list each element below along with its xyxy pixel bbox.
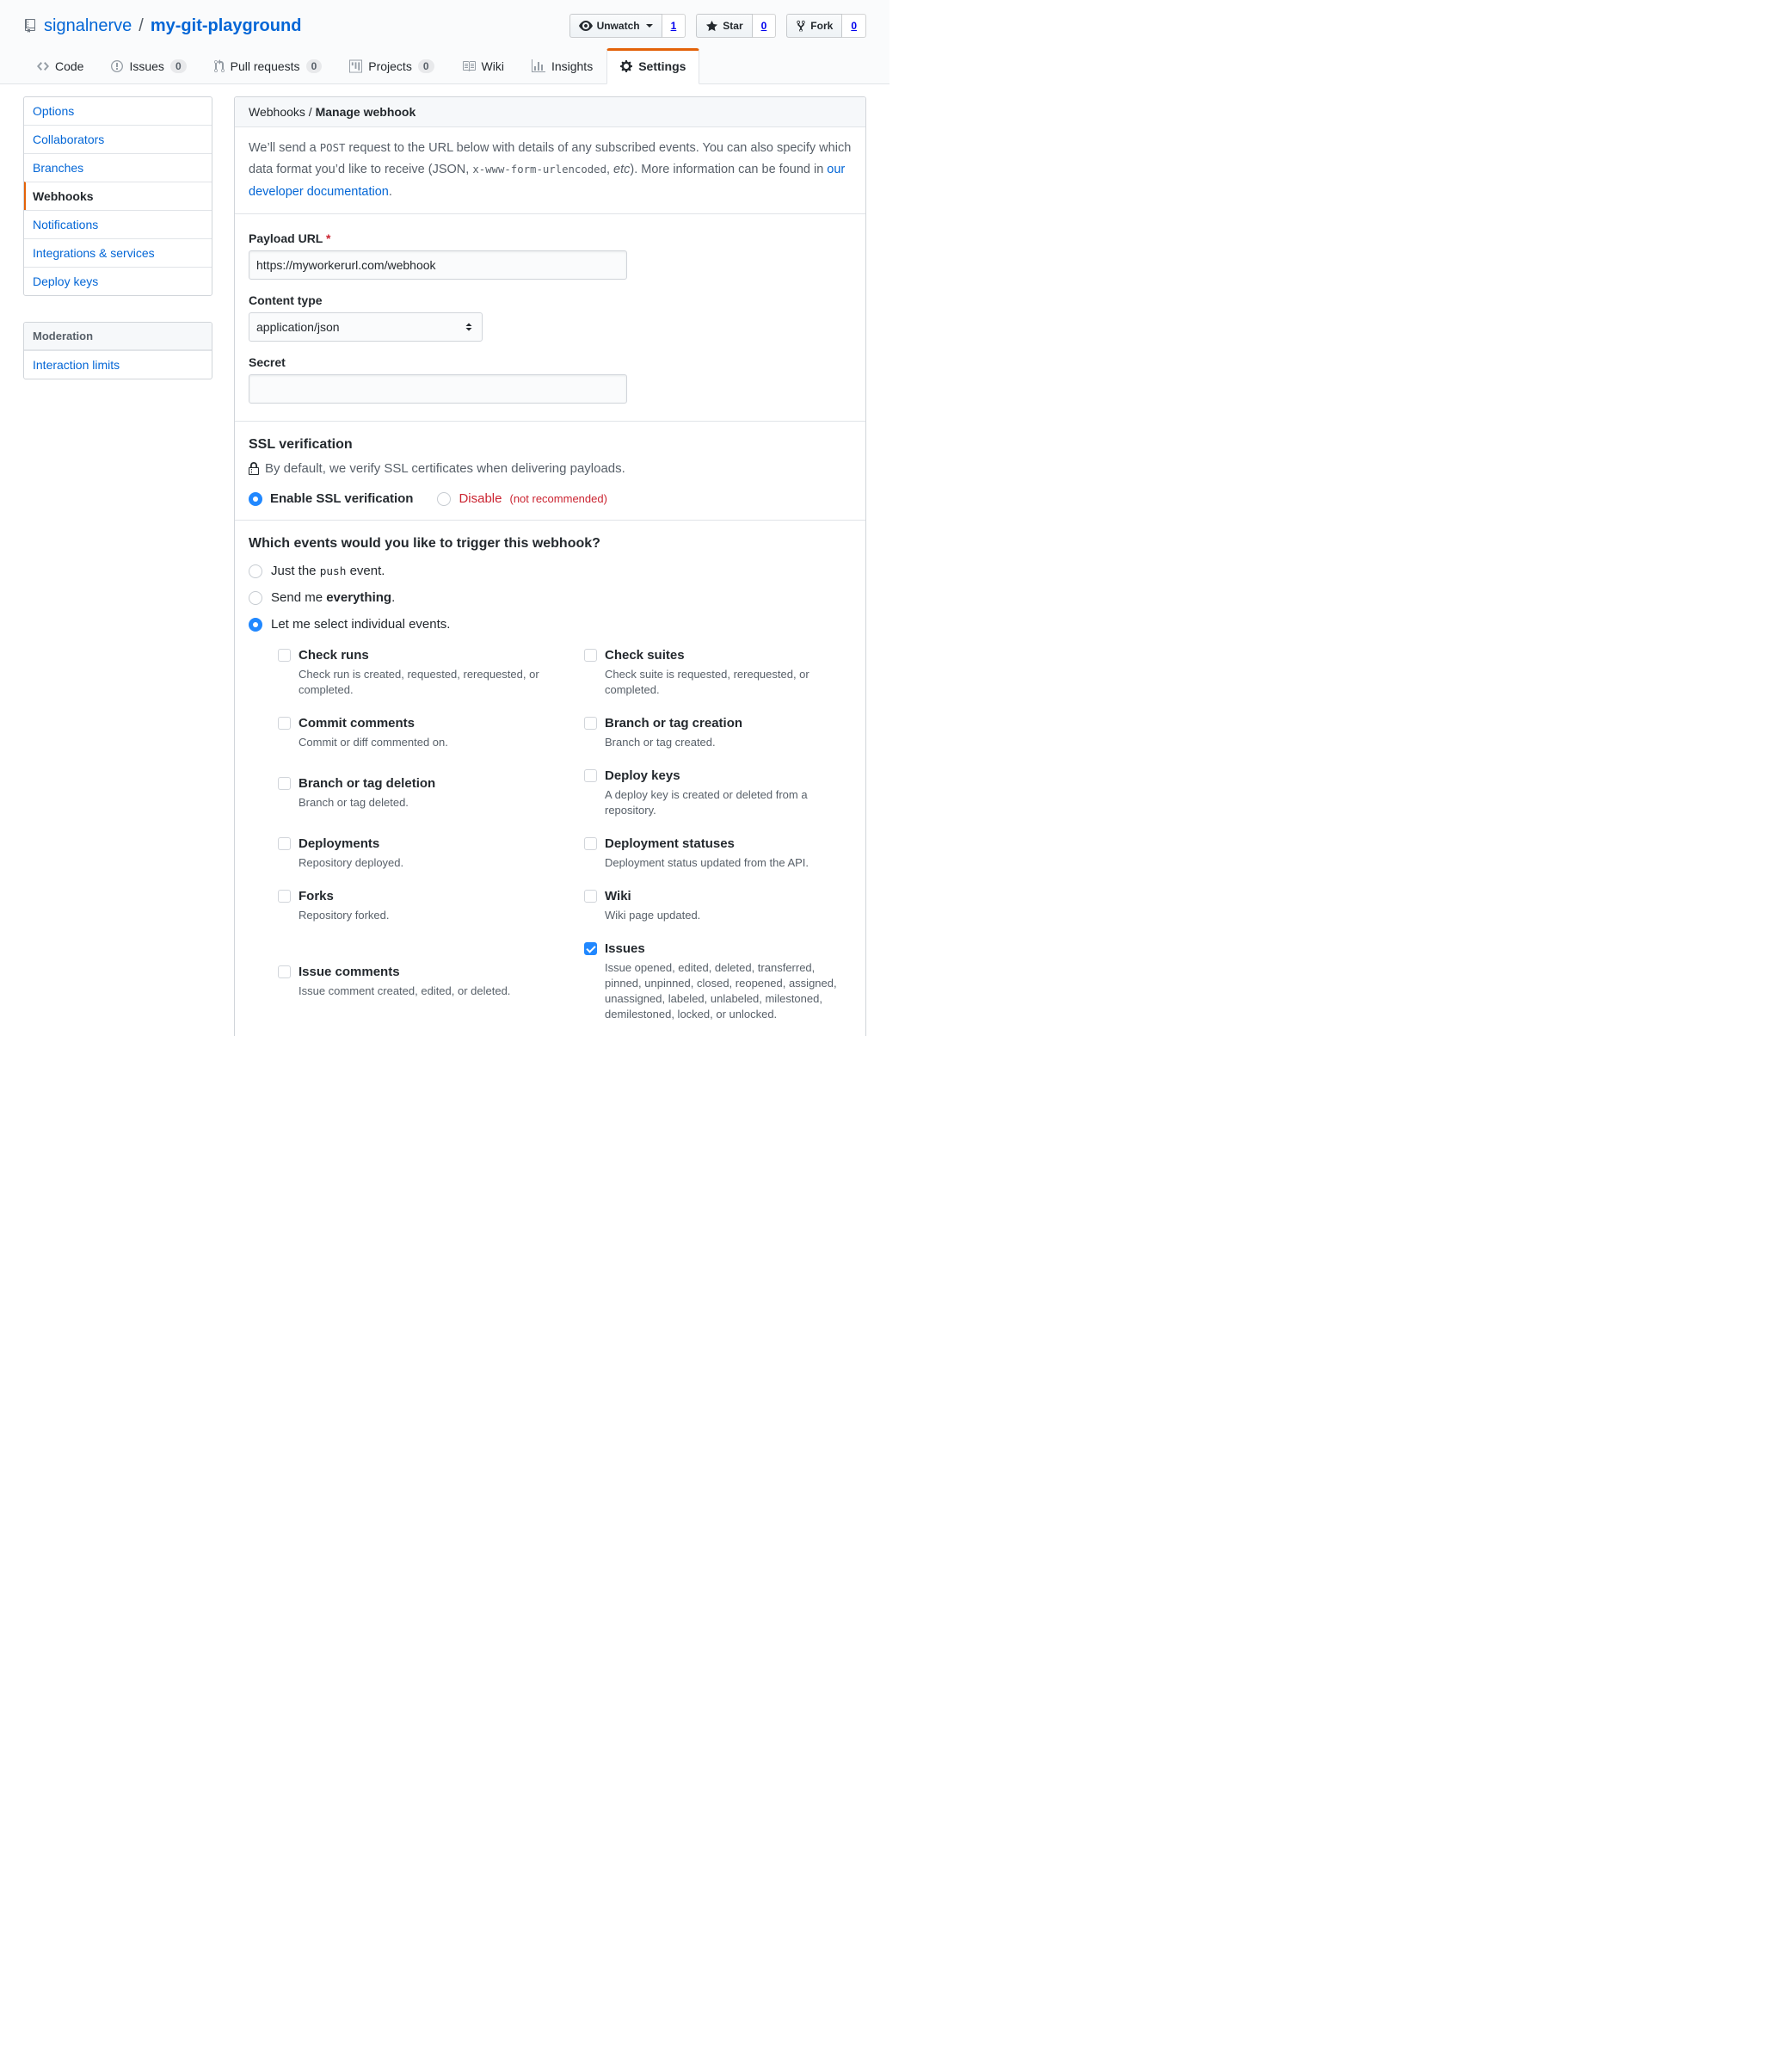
breadcrumb-divider: / (305, 105, 316, 119)
eye-icon (579, 19, 593, 33)
issues-count-badge: 0 (170, 59, 187, 73)
event-title: Check suites (605, 648, 685, 663)
developer-documentation-link[interactable]: our developer documentation (249, 163, 846, 199)
repo-nav (23, 48, 866, 83)
event-option-individual (249, 617, 852, 632)
tab-label: Wiki (481, 59, 504, 73)
payload-url-input[interactable] (249, 250, 627, 280)
enable-ssl-radio[interactable] (249, 492, 262, 506)
webhook-intro-text (235, 127, 865, 214)
event-item-deployments (278, 836, 584, 871)
fork-button-group (786, 14, 866, 38)
deploy-keys-checkbox[interactable] (584, 769, 597, 782)
event-item-deployment-statuses (584, 836, 849, 871)
events-section (235, 521, 865, 1036)
settings-sidebar (23, 96, 212, 379)
star-label: Star (723, 20, 743, 32)
graph-icon (532, 59, 545, 73)
wiki-checkbox[interactable] (584, 890, 597, 903)
event-item-forks (278, 888, 584, 923)
watchers-count[interactable]: 1 (662, 14, 686, 38)
event-description: Issue comment created, edited, or deleted. (299, 984, 511, 998)
tab-projects[interactable] (335, 48, 447, 84)
tab-label: Issues (129, 59, 164, 73)
event-title: Deployment statuses (605, 836, 735, 852)
push-event-radio[interactable] (249, 564, 262, 578)
tab-label: Pull requests (230, 59, 300, 73)
settings-menu (23, 96, 212, 296)
event-title: Forks (299, 889, 334, 904)
deployment-statuses-checkbox[interactable] (584, 837, 597, 850)
ssl-verification-section (235, 422, 865, 520)
repo-title (23, 16, 301, 36)
event-description: Commit or diff commented on. (299, 736, 448, 749)
intro-text: ). More information can be found in (630, 163, 828, 177)
tab-settings[interactable] (606, 48, 699, 84)
event-title: Issue comments (299, 965, 400, 980)
tab-insights[interactable] (518, 48, 606, 84)
event-item-issue-comments (278, 964, 584, 999)
urlencoded-code: x-www-form-urlencoded (472, 163, 606, 176)
event-title: Issues (605, 941, 645, 957)
repo-owner-link[interactable]: signalnerve (44, 15, 132, 35)
event-description: A deploy key is created or deleted from a repository. (605, 788, 808, 817)
unwatch-label: Unwatch (596, 20, 640, 32)
tab-label: Code (55, 59, 84, 73)
event-item-branch-tag-deletion (278, 775, 584, 811)
event-item-wiki (584, 888, 849, 923)
event-option-push (249, 564, 852, 578)
individual-events-radio[interactable] (249, 618, 262, 632)
event-description: Branch or tag deleted. (299, 796, 409, 810)
event-description: Branch or tag created. (605, 736, 716, 749)
webhook-panel (234, 96, 866, 1036)
tab-label: Insights (551, 59, 594, 73)
required-asterisk: * (326, 231, 331, 246)
secret-input[interactable] (249, 374, 627, 404)
check-suites-checkbox[interactable] (584, 649, 597, 662)
ssl-note (249, 461, 852, 476)
event-title: Deploy keys (605, 768, 680, 784)
events-heading: Which events would you like to trigger this webhook? (249, 536, 600, 552)
event-title: Branch or tag creation (605, 716, 743, 731)
tab-wiki[interactable] (448, 48, 518, 84)
sidebar-item-interaction-limits[interactable]: Interaction limits (24, 350, 212, 379)
event-description: Check suite is requested, rerequested, or completed. (605, 668, 809, 697)
ssl-radio-row (249, 491, 852, 506)
commit-comments-checkbox[interactable] (278, 717, 291, 730)
deployments-checkbox[interactable] (278, 837, 291, 850)
sidebar-item-deploy-keys[interactable]: Deploy keys (24, 267, 212, 295)
fork-label: Fork (810, 20, 834, 32)
lock-icon (249, 462, 259, 476)
event-option-everything (249, 590, 852, 605)
everything-label: Send me everything. (271, 590, 396, 606)
event-description: Wiki page updated. (605, 909, 701, 922)
intro-text: , (606, 163, 614, 177)
repo-actions (569, 14, 866, 38)
tab-code[interactable] (23, 48, 97, 84)
gear-icon (620, 59, 632, 73)
disable-ssl-label: Disable (459, 491, 502, 507)
event-title: Wiki (605, 889, 631, 904)
disable-ssl-note: (not recommended) (509, 492, 607, 506)
event-description: Repository deployed. (299, 856, 404, 870)
tab-label: Projects (368, 59, 412, 73)
repo-icon (23, 19, 37, 33)
breadcrumb-webhooks-link[interactable]: Webhooks (249, 105, 305, 119)
sidebar-item-notifications[interactable]: Notifications (24, 210, 212, 238)
book-icon (462, 59, 476, 73)
issues-checkbox[interactable] (584, 942, 597, 955)
moderation-menu (23, 322, 212, 379)
issue-opened-icon (111, 59, 123, 73)
moderation-heading: Moderation (24, 323, 212, 350)
event-item-check-suites (584, 647, 849, 698)
fork-icon (796, 20, 806, 33)
event-item-deploy-keys (584, 768, 849, 818)
webhook-form (235, 214, 865, 421)
event-item-check-runs (278, 647, 584, 698)
ssl-note-text: By default, we verify SSL certificates when delivering payloads. (265, 461, 625, 477)
sidebar-item-integrations[interactable]: Integrations & services (24, 238, 212, 267)
content-type-value: application/json (256, 320, 340, 335)
event-item-issues (584, 940, 849, 1022)
branch-tag-creation-checkbox[interactable] (584, 717, 597, 730)
fork-button[interactable] (786, 14, 842, 38)
branch-tag-deletion-checkbox[interactable] (278, 777, 291, 790)
breadcrumb (235, 97, 865, 127)
pull-requests-count-badge: 0 (306, 59, 323, 73)
sidebar-item-branches[interactable]: Branches (24, 153, 212, 182)
enable-ssl-label: Enable SSL verification (270, 491, 414, 507)
intro-text: . (388, 184, 392, 199)
event-description: Deployment status updated from the API. (605, 856, 809, 870)
event-title: Branch or tag deletion (299, 776, 436, 792)
event-item-commit-comments (278, 715, 584, 750)
star-button[interactable] (696, 14, 752, 38)
tab-pull-requests[interactable] (200, 48, 336, 84)
content-type-select[interactable] (249, 312, 483, 342)
event-title: Commit comments (299, 716, 416, 731)
forks-count[interactable]: 0 (842, 14, 866, 38)
projects-count-badge: 0 (418, 59, 434, 73)
post-code: POST (319, 142, 346, 154)
path-divider: / (139, 15, 144, 35)
ssl-heading: SSL verification (249, 437, 353, 453)
push-code: push (319, 565, 347, 579)
sidebar-item-options[interactable]: Options (33, 104, 75, 118)
issue-comments-checkbox[interactable] (278, 965, 291, 978)
unwatch-button[interactable] (569, 14, 662, 38)
content-type-label: Content type (249, 293, 323, 308)
tab-issues[interactable] (97, 48, 200, 84)
push-event-label: Just the push event. (271, 564, 385, 579)
intro-text: request to the URL below with details of any subscribed events. You can also specify which data format you’d like to receive (JSON, (249, 141, 852, 177)
git-pull-request-icon (214, 59, 225, 73)
sidebar-item-collaborators[interactable]: Collaborators (24, 125, 212, 153)
check-runs-checkbox[interactable] (278, 649, 291, 662)
individual-events-label: Let me select individual events. (271, 617, 451, 632)
repo-pagehead (0, 0, 890, 84)
event-title: Deployments (299, 836, 380, 852)
secret-label: Secret (249, 355, 286, 370)
event-description: Check run is created, requested, rerequested, or completed. (299, 668, 539, 697)
event-item-branch-tag-creation (584, 715, 849, 750)
star-button-group (696, 14, 776, 38)
payload-url-label: Payload URL * (249, 231, 331, 246)
github-settings-page (0, 0, 890, 1036)
events-grid (278, 647, 852, 1022)
code-icon (37, 59, 49, 73)
forks-checkbox[interactable] (278, 890, 291, 903)
repo-name-link[interactable]: my-git-playground (150, 15, 302, 35)
project-icon (349, 59, 362, 73)
stargazers-count[interactable]: 0 (753, 14, 777, 38)
chevron-down-icon (646, 24, 653, 28)
event-description: Issue opened, edited, deleted, transferred, pinned, unpinned, closed, reopened, assigned, unassigned, labeled, unlabeled, milestoned, demilestoned, locked, or unlocked. (605, 961, 837, 1021)
everything-radio[interactable] (249, 591, 262, 605)
select-caret-icon (463, 321, 475, 333)
intro-text: We’ll send a (249, 141, 320, 155)
star-icon (705, 20, 718, 33)
page-title: Manage webhook (315, 105, 416, 119)
tab-label: Settings (638, 59, 686, 73)
disable-ssl-radio[interactable] (437, 492, 451, 506)
disable-ssl-option (437, 491, 606, 506)
event-description: Repository forked. (299, 909, 390, 922)
etc-italic: etc (613, 163, 631, 177)
watch-button-group (569, 14, 686, 38)
event-title: Check runs (299, 648, 369, 663)
enable-ssl-option (249, 491, 413, 506)
sidebar-item-webhooks[interactable]: Webhooks (24, 182, 212, 210)
